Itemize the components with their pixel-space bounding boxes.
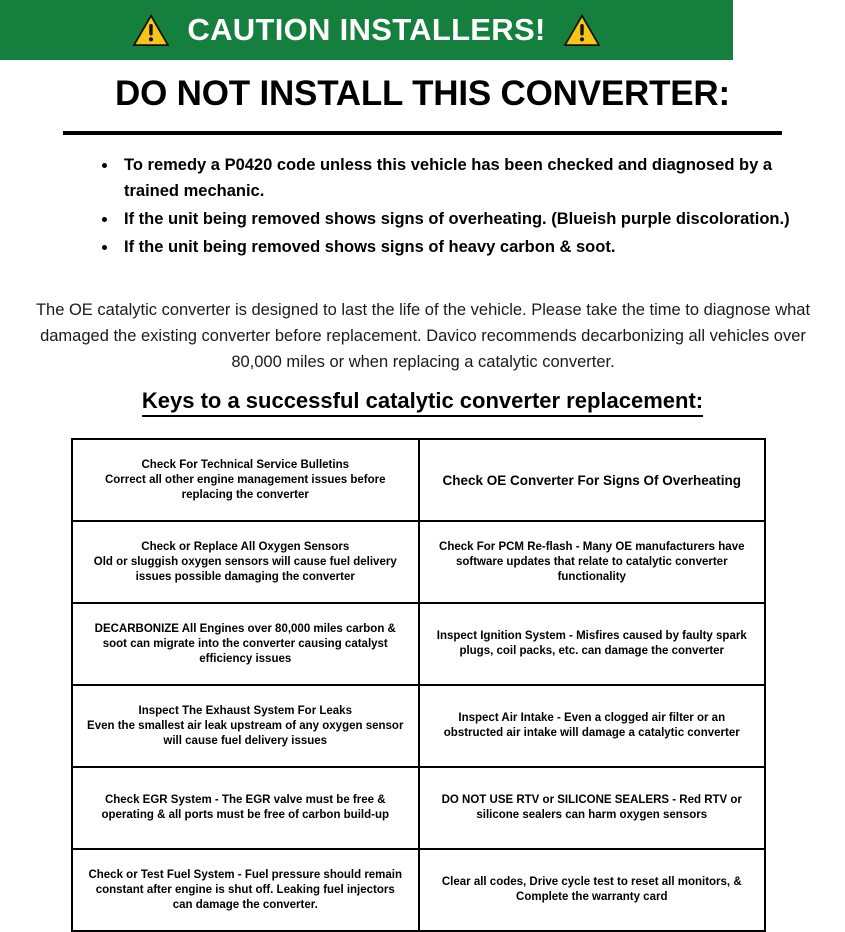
- table-row: [72, 603, 765, 685]
- table-row: [72, 685, 765, 767]
- table-row: [72, 767, 765, 849]
- table-cell-left: Check EGR System - The EGR valve must be free & operating & all ports must be free of carbon build-up: [72, 767, 419, 849]
- table-row: [72, 521, 765, 603]
- warning-triangle-icon: [562, 12, 602, 48]
- table-cell-left: Inspect The Exhaust System For Leaks Even the smallest air leak upstream of any oxygen sensor will cause fuel delivery issues: [72, 685, 419, 767]
- table-cell-right: DO NOT USE RTV or SILICONE SEALERS - Red RTV or silicone sealers can harm oxygen sensors: [419, 767, 766, 849]
- warning-triangle-icon: [131, 12, 171, 48]
- list-item: • If the unit being removed shows signs of heavy carbon & soot.: [118, 234, 798, 260]
- list-item: • If the unit being removed shows signs of overheating. (Blueish purple discoloration.): [118, 206, 798, 232]
- keys-section-title-text: Keys to a successful catalytic converter replacement:: [142, 388, 703, 417]
- table-cell-right: Inspect Air Intake - Even a clogged air filter or an obstructed air intake will damage a catalytic converter: [419, 685, 766, 767]
- table-cell-left: Check or Replace All Oxygen Sensors Old or sluggish oxygen sensors will cause fuel delivery issues possible damaging the converter: [72, 521, 419, 603]
- table-cell-right: Inspect Ignition System - Misfires caused by faulty spark plugs, coil packs, etc. can damage the converter: [419, 603, 766, 685]
- list-item: • To remedy a P0420 code unless this vehicle has been checked and diagnosed by a trained mechanic.: [118, 152, 798, 204]
- table-row: [72, 439, 765, 521]
- diagnosis-paragraph: The OE catalytic converter is designed to last the life of the vehicle. Please take the time to diagnose what damaged the existing converter before replacement. Davico recommends decarbonizing all vehicles over 80,000 miles or when replacing a catalytic converter.: [35, 301, 811, 371]
- table-cell-right: Clear all codes, Drive cycle test to reset all monitors, & Complete the warranty card: [419, 849, 766, 931]
- do-not-install-list: [94, 152, 798, 262]
- caution-banner-text: CAUTION INSTALLERS!: [187, 12, 546, 47]
- divider: [63, 131, 782, 135]
- table-cell-left: Check or Test Fuel System - Fuel pressure should remain constant after engine is shut off. Leaking fuel injectors can damage the converter.: [72, 849, 419, 931]
- keys-section-title: [0, 388, 845, 414]
- table-cell-right: Check OE Converter For Signs Of Overheating: [419, 439, 766, 521]
- table-cell-left: Check For Technical Service Bulletins Correct all other engine management issues before replacing the converter: [72, 439, 419, 521]
- table-cell-right: Check For PCM Re-flash - Many OE manufacturers have software updates that relate to catalytic converter functionality: [419, 521, 766, 603]
- page-title: DO NOT INSTALL THIS CONVERTER:: [115, 74, 730, 113]
- table-cell-left: DECARBONIZE All Engines over 80,000 miles carbon & soot can migrate into the converter causing catalyst efficiency issues: [72, 603, 419, 685]
- keys-table: [71, 438, 766, 932]
- caution-banner: [0, 0, 733, 60]
